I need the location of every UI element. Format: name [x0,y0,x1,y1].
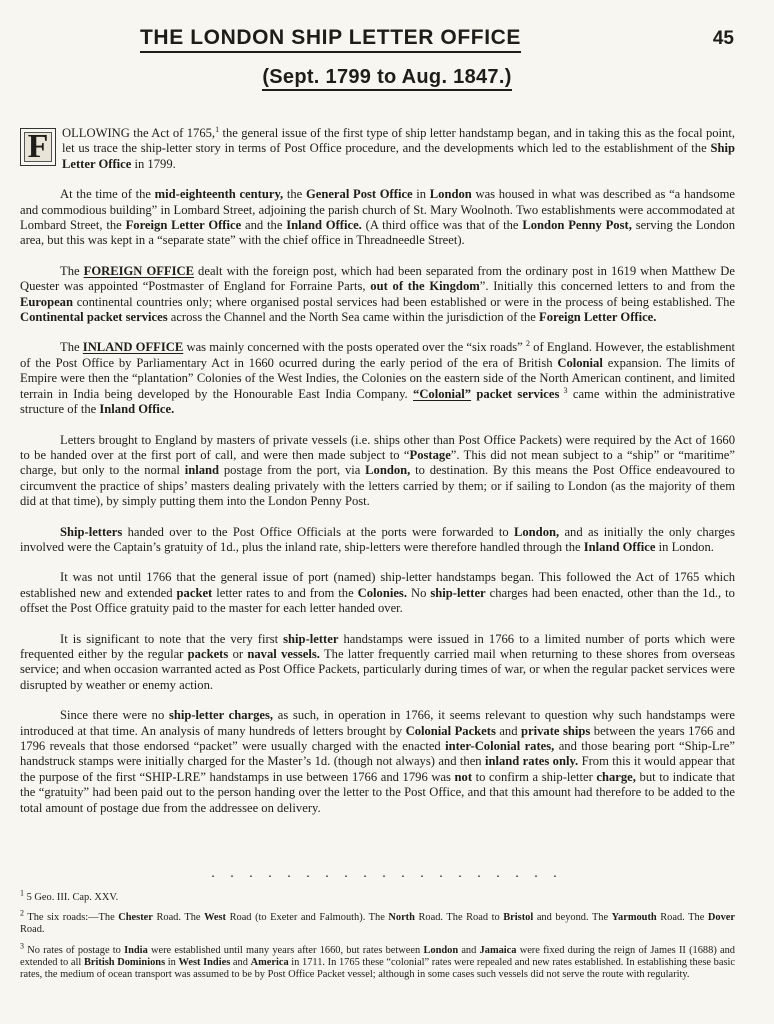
footnote [20,941,735,982]
text-run: ”. Initially this concerned letters to and from the [479,279,735,294]
paragraph [20,126,735,172]
paragraph [20,708,735,816]
text-run: in London. [655,539,714,554]
text-run: It is significant to note that the very first [60,631,284,646]
emphasis-text: West [204,912,227,924]
text-run: and [230,956,251,968]
emphasis-text: America [250,956,289,968]
text-run: the general issue of the first type of ship letter handstamp began, and in taking this as the focal point, let us trace the ship-letter story in terms of Post Office procedure, and the developments which led to the establishment of the [62,126,735,156]
footnote-reference: 1 [215,124,220,134]
emphasis-text: North [388,912,415,924]
emphasis-text: out of the Kingdom [370,279,480,294]
text-run: From this it would appear that the purpose of the first “SHIP-LRE” handstamps in use between 1766 and 1796 was [20,754,735,784]
emphasis-text: Colonial [557,355,603,370]
footnote [20,888,735,904]
emphasis-text: Yarmouth [611,912,657,924]
emphasis-text: London, [513,524,560,539]
emphasis-text: ship-letter [283,631,339,646]
emphasis-text: Foreign Letter Office. [539,310,657,325]
text-run: in [412,187,430,202]
paragraph [20,632,735,694]
text-run: OLLOWING the Act of 1765, [62,126,216,140]
text-run: expansion. The limits of Empire were then the “plantation” Colonies of the West Indies, the Colonies on the eastern side of the North American continent, and limited terrain in India being developed by the Honourable East India Company. [20,355,735,401]
text-run: and those bearing port “Ship-Lre” handstruck stamps were initially charged for the Master’s 1d. (though not always) and then [20,739,735,769]
text-run: in 1799. [131,156,176,171]
emphasis-text: inland rates only. [484,754,579,769]
page-header [0,26,774,56]
text-run: postage from the port, via [219,463,366,478]
footnote-reference: 2 [20,908,24,918]
text-run: It was not until 1766 that the general issue of port (named) ship-letter handstamps began. This followed the Act of 1765 which established new and extended [20,570,735,600]
emphasis-text: not [454,769,473,784]
emphasis-text: London, [365,463,411,478]
emphasis-text: packets [187,646,229,661]
page-number: 45 [712,28,734,49]
emphasis-text: private ships [521,723,591,738]
footnote-reference: 3 [20,941,24,951]
text-run: serving the London area, but this was kept in a “separate state” with the chief office in Threadneedle Street). [20,218,735,248]
emphasis-text: Ship-letters [60,524,123,539]
emphasis-text: inland [184,463,220,478]
text-run: At the time of the [60,187,155,202]
text-run: the [283,187,306,202]
text-run: or [228,646,248,661]
text-run: were fixed during the reign of James II (1688) and extended to all [20,944,735,968]
text-run: came within the administrative structure of the [20,386,735,417]
subtitle: (Sept. 1799 to Aug. 1847.) [262,66,511,91]
text-run: continental countries only; where organised postal services had been established or were in the process of being established. The [72,294,735,309]
text-run: and as initially the only charges involved were the Captain’s gratuity of 1d., plus the inland rate, ship-letters were therefore handled through the [20,524,735,554]
paragraph [20,340,735,417]
text-run: dealt with the foreign post, which had been separated from the ordinary post in 1619 when Matthew De Quester was appointed “Postmaster of England for Forraine Parts, [20,263,735,294]
text-run: No [407,585,431,600]
text-run: Road. [20,924,45,936]
text-run: as such, in operation in 1766, it seems relevant to question why such handstamps were introduced at that time. An analysis of many hundreds of letters brought by [20,708,735,738]
footnote-reference: 2 [525,339,530,349]
text-run: 5 Geo. III. Cap. XXV. [24,892,119,903]
emphasis-text: packet [176,585,213,600]
text-run: The [60,263,84,278]
text-run: and the [241,218,287,233]
text-run: Road (to Exeter and Falmouth). The [226,912,389,924]
text-run: to confirm a ship-letter [472,769,597,784]
emphasis-text: ship-letter [430,585,486,600]
emphasis-text: naval vessels. [247,646,320,661]
emphasis-text: London Penny Post, [522,218,632,233]
text-run: handed over to the Post Office Officials at the ports were forwarded to [122,524,514,539]
emphasis-text: India [124,944,148,956]
text-run: were established until many years after 1660, but rates between [147,944,424,956]
text-run: and [495,723,522,738]
subtitle-block [0,66,774,89]
emphasis-text: Ship Letter Office [62,141,735,171]
footnote-separator: . . . . . . . . . . . . . . . . . . . [211,866,563,881]
text-run: Road. The [656,912,708,924]
emphasis-text: Continental packet services [20,310,168,325]
text-run: was housed in what was described as “a handsome and commodious building” in Lombard Street, adjoining the parish church of St. Mary Woolnoth. Two establishments were accommodated at Lombard Street, the [20,187,736,233]
emphasis-text: FOREIGN OFFICE [83,263,195,278]
text-run: Road. The Road to [414,912,504,924]
emphasis-text: Inland Office [583,539,656,554]
text-run: ”. This did not mean subject to a “ship” or “maritime” charge, but only to the normal [20,447,735,478]
emphasis-text: General Post Office [305,187,413,202]
footnotes [20,888,735,989]
emphasis-text: London [423,944,459,956]
text-run: of England. However, the establishment of the Post Office by Parliamentary Act in 1660 ocurred during the early period of the era of British [20,340,736,370]
text-run: in [165,956,179,968]
emphasis-text: Colonial Packets [405,723,496,738]
emphasis-text: Postage [409,447,451,462]
text-run: letter rates to and from the [212,585,358,600]
emphasis-text: Foreign Letter Office [125,218,242,233]
emphasis-text: Colonies. [357,585,407,600]
emphasis-text: Chester [118,912,153,924]
text-run: No rates of postage to [24,944,125,956]
text-run: charges had been enacted, other than the 1d., to offset the Post Office gratuity paid to the master for each letter handed over. [20,585,735,616]
text-run: between the years 1766 and 1796 reveals that those endorsed “packet” were usually charged with the enacted [20,723,735,753]
emphasis-text: Bristol [503,912,534,924]
text-run: (A third office was that of the [361,218,523,233]
emphasis-text: British Dominions [83,956,166,968]
text-run: across the Channel and the North Sea came within the jurisdiction of the [167,310,540,325]
text-run: in 1711. In 1765 these “colonial” rates were repealed and new rates established. In establishing these basic rates, the medium of ocean transport was assumed to be by Post Office Packet vessel; although in some cases such vessels did not serve the route with regularity. [20,956,735,981]
text-run: and beyond. The [533,912,612,924]
paragraph [20,433,735,510]
emphasis-text: “Colonial” [413,386,472,401]
emphasis-text: European [20,294,73,309]
body-text [20,126,735,831]
footnote-reference: 3 [559,385,568,395]
paragraph [20,570,735,616]
text-run: The six roads:—The [24,912,119,924]
text-run: Since there were no [60,708,169,723]
emphasis-text: Inland Office. [286,218,362,233]
emphasis-text: charge, [596,769,636,784]
text-run: and [458,944,480,956]
footnote-reference: 1 [20,888,24,898]
paragraph [20,525,735,556]
emphasis-text: Dover [707,912,735,924]
emphasis-text: inter-Colonial rates, [445,739,555,753]
running-title: THE LONDON SHIP LETTER OFFICE [140,26,521,53]
text-run: handstamps were issued in 1766 to a limited number of ports which were frequented either by the regular [20,631,735,661]
emphasis-text: West Indies [178,956,231,968]
text-run: The latter frequently carried mail when returning to these shores from overseas service; and when occasion warranted acted as Post Office Packets, particularly during times of war, or when the regular packet services were disrupted by weather or enemy action. [20,646,735,692]
emphasis-text: Inland Office. [99,402,175,417]
text-run: Letters brought to England by masters of private vessels (i.e. ships other than Post Office Packets) were required by the Act of 1660 to be handed over at the first port of call, and were then made subject to “ [20,432,735,462]
footnote [20,908,735,936]
drop-cap: F [20,128,56,166]
text-run: Road. The [152,912,205,924]
emphasis-text: ship-letter charges, [168,708,274,723]
emphasis-text: London [429,187,472,202]
emphasis-text: packet services [471,386,560,401]
paragraph [20,187,735,249]
emphasis-text: INLAND OFFICE [82,340,184,355]
emphasis-text: mid-eighteenth century, [154,187,284,202]
emphasis-text: Jamaica [479,944,517,956]
text-run: to destination. By this means the Post Office endeavoured to circumvent the practice of ships’ masters dealing privately with the letters carried by them; or if sailing to London (as the majority of them did at that time), by simply putting them into the London Penny Post. [20,463,735,509]
text-run: was mainly concerned with the posts operated over the “six roads” [183,340,526,355]
paragraph [20,264,735,326]
text-run: but to indicate that the “gratuity” had been paid out to the person handing over the letter to the Post Office, and that this amount had therefore to be added to the total amount of postage due from the addressee on delivery. [20,769,735,815]
text-run: The [60,340,83,355]
